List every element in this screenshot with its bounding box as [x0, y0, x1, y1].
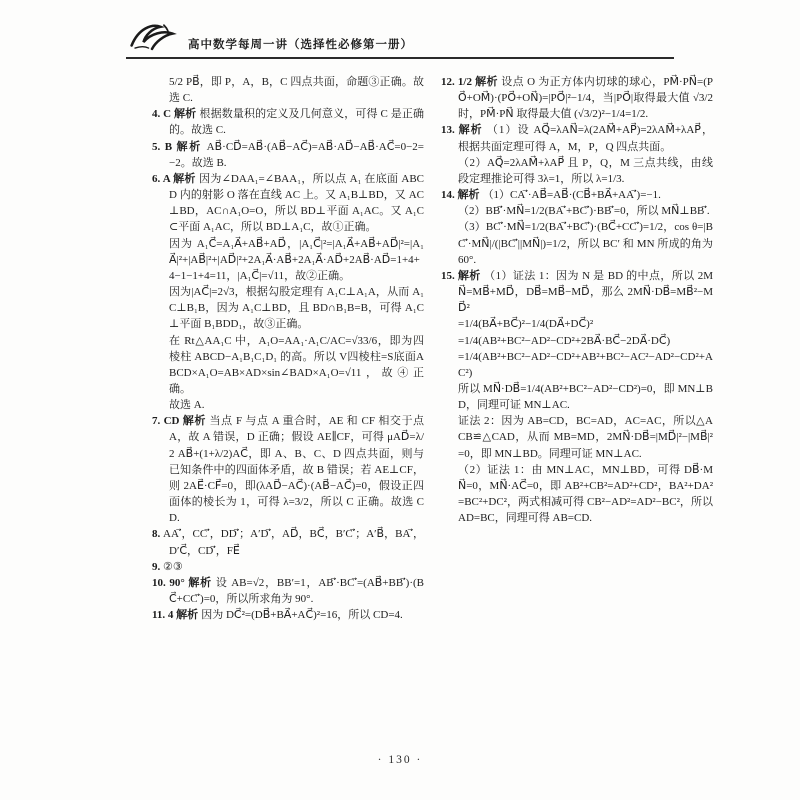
item-text: 当点 F 与点 A 重合时，AE 和 CF 相交于点 A，故 A 错误，D 正确；假设 AE∥CF，可得 μAD⃗=λ/2 AB⃗+(1+λ/2)AC⃗，即 A、B、C、D 四点共面，则与已知条件中的四面体矛盾，故 B 错误；若 AE⊥CF，则 2AE⃗·CF⃗=0，即(λAD⃗−AC⃗)·(AB⃗−AC⃗)=0，假设正四面体的棱长为 1，可得 λ=3/2，所以 C 正确。故选 CD. [169, 415, 424, 525]
brush-calligraphy-logo-icon [126, 20, 178, 54]
page-header [126, 20, 674, 59]
solution-item [152, 575, 424, 607]
item-text: 故选 A. [169, 399, 205, 412]
solution-item [441, 122, 713, 187]
solution-paragraph [152, 106, 425, 138]
solution-paragraph [152, 171, 424, 236]
item-text: （3）BC′⃗·MN⃗=1/2(BA′⃗+BC′⃗)·(BC⃗+CC′⃗)=1/2，cos θ=|BC′⃗·MN⃗|/(|BC′⃗||MN⃗|)=1/2，所以 BC′ 和 MN 所成的角为 60°. [458, 221, 713, 266]
solution-item [441, 268, 713, 527]
solution-item [152, 559, 424, 575]
item-text: 因为|AC⃗|=2√3，根据勾股定理有 A₁C⊥A₁A，从而 A₁C⊥B₁B，因为 A₁C⊥BD，且 BD∩B₁B=B，可得 A₁C⊥平面 B₁BDD₁，故③正确。 [169, 286, 424, 331]
solution-paragraph [458, 333, 713, 349]
item-text: =1/4(BA⃗+BC⃗)²−1/4(DA⃗+DC⃗)² [458, 318, 594, 331]
solution-paragraph [441, 187, 713, 203]
item-label: 解析 [176, 609, 202, 622]
solution-paragraph [458, 316, 713, 332]
item-text: =1/4(AB²+BC²−AD²−CD²+2BA⃗·BC⃗−2DA⃗·DC⃗) [458, 334, 671, 347]
solution-paragraph [441, 74, 714, 122]
solution-item [441, 187, 713, 268]
solution-paragraph [441, 122, 714, 154]
item-answer: 1/2 [457, 76, 476, 88]
solution-paragraph [458, 155, 713, 187]
item-text: 设点 O 为正方体内切球的球心，PM⃗·PN⃗=(PO⃗+OM⃗)·(PO⃗+ON⃗)=|PO⃗|²−1/4，当|PO⃗|取得最大值 √3/2 时，PM⃗·PN⃗ 取得最大值 (√3/2)²−1/4=1/2. [458, 76, 714, 121]
item-number: 9. [152, 560, 163, 573]
item-text: 证法 2：因为 AB=CD，BC=AD，AC=AC，所以△ACB≌△CAD，从而 MB=MD，2MN⃗·DB⃗=|MD⃗|²−|MB⃗|²=0，即 MN⊥BD。同理可证 MN⊥AC. [458, 415, 713, 460]
solution-paragraph [169, 397, 424, 413]
item-answer: B [164, 140, 177, 153]
solution-paragraph [169, 284, 424, 332]
item-number: 12. [441, 76, 458, 88]
item-label: 解析 [176, 140, 207, 153]
solution-paragraph [152, 607, 424, 623]
solution-paragraph [152, 526, 425, 558]
solution-paragraph [169, 74, 424, 106]
solution-paragraph [458, 413, 713, 461]
item-text: 因为 DC⃗²=(DB⃗+BA⃗+AC⃗)²=16，所以 CD=4. [201, 609, 403, 622]
item-label: 解析 [475, 76, 502, 88]
item-label: 解析 [457, 189, 483, 202]
item-text: （2）AQ⃗=2λAM⃗+λAP⃗ 且 P，Q，M 三点共线，由线段定理推论可得 3λ=1，所以 λ=1/3. [458, 156, 713, 185]
item-text: =1/4(AB²+BC²−AD²−CD²+AB²+BC²−AC²−AD²−CD²+AC²) [458, 350, 713, 379]
solution-item [441, 74, 713, 122]
solution-paragraph [169, 333, 424, 398]
item-text: （2）证法 1：由 MN⊥AC，MN⊥BD，可得 DB⃗·MN⃗=0，MN⃗·AC⃗=0，即 AB²+CB²=AD²+CD²，BA²+DA²=BC²+DC²，两式相减可得 CB²−AD²=AD²−BC²，所以 AD=BC，同理可得 AB=CD. [458, 463, 713, 525]
solution-paragraph [458, 203, 713, 219]
solution-item [152, 171, 424, 413]
solution-paragraph [458, 381, 713, 413]
item-text: 因为∠DAA₁=∠BAA₁，所以点 A₁ 在底面 ABCD 内的射影 O 落在直线 AC 上。又 A₁B⊥BD，又 AC⊥BD，AC∩A₁O=O，所以 BD⊥平面 A₁AC。又 A₁C⊂平面 A₁AC，所以 BD⊥A₁C，故①正确。 [169, 172, 424, 234]
item-text: （2）BB′⃗·MN⃗=1/2(BA′⃗+BC′⃗)·BB′⃗=0，所以 MN⃗⊥BB′⃗. [458, 205, 710, 218]
item-text: （1）证法 1：因为 N 是 BD 的中点，所以 2MN⃗=MB⃗+MD⃗，DB⃗=MB⃗−MD⃗，那么 2MN⃗·DB⃗=MB⃗²−MD⃗² [458, 269, 713, 315]
item-number: 8. [152, 528, 164, 541]
item-number: 4. [152, 108, 164, 121]
column-right [441, 74, 713, 623]
item-text: （1）CA′⃗·AB⃗=AB⃗·(CB⃗+BA⃗+AA′⃗)=−1. [482, 189, 661, 202]
solution-paragraph [441, 268, 713, 316]
item-label: 解析 [173, 108, 200, 121]
item-number: 5. [152, 140, 165, 153]
solution-paragraph [458, 349, 713, 381]
item-text: 根据数量积的定义及几何意义，可得 C 是正确的。故选 C. [169, 108, 425, 137]
solution-item [152, 607, 424, 623]
item-text: （1）设 AQ⃗=λAN⃗=λ(2AM⃗+AP⃗)=2λAM⃗+λAP⃗，根据共面定理可得 A，M，P，Q 四点共面。 [458, 124, 714, 153]
page-footer [0, 754, 800, 766]
solution-item [152, 106, 424, 138]
item-label: 解析 [458, 124, 487, 137]
item-text: 在 Rt△AA₁C 中，A₁O=AA₁·A₁C/AC=√33/6，即为四棱柱 ABCD−A₁B₁C₁D₁ 的高。所以 V四棱柱=S底面ABCD×A₁O=AB×AD×sin∠BAD×A₁O=√11，故④正确。 [169, 334, 424, 395]
item-number: 15. [441, 269, 458, 282]
item-answer: 90° [169, 576, 189, 589]
solution-paragraph [152, 413, 424, 526]
solution-item [152, 139, 424, 171]
item-number: 10. [152, 576, 170, 589]
page-number: · 130 · [377, 754, 423, 766]
solution-paragraph [169, 236, 424, 284]
item-text: 所以 MN⃗·DB⃗=1/4(AB²+BC²−AD²−CD²)=0，即 MN⊥BD，同理可证 MN⊥AC. [458, 382, 713, 412]
solution-paragraph [152, 139, 424, 171]
solutions-content [152, 74, 714, 623]
solution-item [152, 74, 424, 106]
page-title: 高中数学每周一讲（选择性必修第一册） [188, 39, 413, 51]
item-text: AB⃗·CD⃗=AB⃗·(AB⃗−AC⃗)=AB⃗·AD⃗−AB⃗·AC⃗=0−2=−2。故选 B. [169, 140, 424, 169]
item-number: 11. [152, 609, 168, 622]
item-text: AA′⃗，CC′⃗，DD′⃗；A′D′⃗，AD⃗，BC⃗，B′C′⃗；A′B⃗，BA′⃗，D′C⃗，CD′⃗，FE⃗ [163, 528, 425, 557]
item-answer: 4 [167, 609, 177, 622]
item-text: ②③ [163, 560, 183, 573]
solution-item [152, 526, 424, 558]
item-number: 13. [441, 124, 459, 137]
item-number: 7. [152, 415, 164, 428]
item-number: 6. [152, 172, 163, 185]
item-answer: CD [163, 415, 183, 428]
item-number: 14. [441, 189, 458, 202]
column-left [152, 74, 424, 623]
item-label: 解析 [457, 269, 485, 282]
item-answer: C [163, 108, 174, 121]
item-text: 设 AB=√2，BB′=1，AB′⃗·BC′⃗=(AB⃗+BB′⃗)·(BC⃗+CC′⃗)=0，所以所求角为 90°. [169, 576, 425, 605]
solution-paragraph [458, 219, 713, 267]
solution-paragraph [152, 575, 425, 607]
item-label: 解析 [173, 172, 200, 185]
item-text: 因为 A₁C⃗=A₁A⃗+AB⃗+AD⃗，|A₁C⃗|²=|A₁A⃗+AB⃗+AD⃗|²=|A₁A⃗|²+|AB⃗|²+|AD⃗|²+2A₁A⃗·AB⃗+2A₁A⃗·AD⃗+2AB⃗·AD⃗=1+4+4−1−1+4=11，|A₁C⃗|=√11，故②正确。 [169, 237, 424, 282]
item-label: 解析 [188, 576, 216, 589]
solution-item [152, 413, 424, 526]
item-text: 5/2 PB⃗，即 P，A，B，C 四点共面，命题③正确。故选 C. [169, 76, 424, 105]
solution-paragraph [152, 559, 424, 575]
item-answer: A [162, 172, 174, 185]
item-label: 解析 [182, 415, 210, 428]
solution-paragraph [458, 462, 713, 527]
